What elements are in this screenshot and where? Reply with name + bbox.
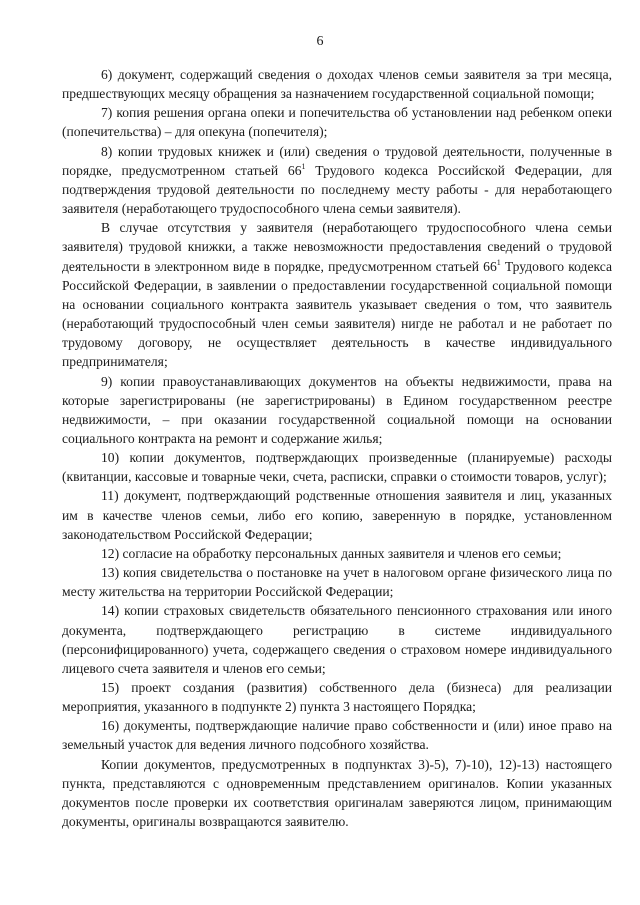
paragraph-item-8	[62, 142, 612, 219]
paragraph-no-work-book	[62, 218, 612, 371]
paragraph-item-15: 15) проект создания (развития) собственного дела (бизнеса) для реализации мероприятия, указанного в подпункте 2) пункта 3 настоящего Порядка;	[62, 680, 612, 715]
paragraph-item-8-text-after: Трудового кодекса Российской Федерации, для подтверждения трудовой деятельности по последнему месту работы - для неработающего заявителя (неработающего трудоспособного члена семьи заявителя).	[62, 162, 612, 217]
paragraph-item-12: 12) согласие на обработку персональных данных заявителя и членов его семьи;	[101, 545, 562, 561]
paragraph-item-9: 9) копии правоустанавливающих документов на объекты недвижимости, права на которые зарегистрированы (не зарегистрированы) в Едином государственном реестре недвижимости, – при оказании государственной социальной помощи на основании социального контракта на ремонт и содержание жилья;	[62, 373, 612, 446]
paragraph-item-8-text-before: 8) копии трудовых книжек и (или) сведения о трудовой деятельности, полученные в порядке, предусмотренном статьей 66	[62, 143, 612, 178]
paragraph-no-work-book-text-before: В случае отсутствия у заявителя (неработающего трудоспособного члена семьи заявителя) трудовой книжки, а также невозможности предоставления сведений о трудовой деятельности в электронном виде в порядке, предусмотренном статьей 66	[62, 220, 612, 274]
paragraph-item-13: 13) копия свидетельства о постановке на учет в налоговом органе физического лица по месту жительства на территории Российской Федерации;	[62, 565, 612, 600]
paragraph-item-6: 6) документ, содержащий сведения о доходах членов семьи заявителя за три месяца, предшествующих месяцу обращения за назначением государственной социальной помощи;	[62, 67, 612, 102]
document-body	[62, 65, 612, 831]
paragraph-item-11: 11) документ, подтверждающий родственные отношения заявителя и лиц, указанных им в качестве членов семьи, либо его копию, заверенную в порядке, установленном законодательством Российской Федерации;	[62, 488, 612, 542]
paragraph-item-10: 10) копии документов, подтверждающих произведенные (планируемые) расходы (квитанции, кассовые и товарные чеки, счета, расписки, справки о стоимости товаров, услуг);	[62, 450, 612, 485]
paragraph-item-7: 7) копия решения органа опеки и попечительства об установлении над ребенком опеки (попечительства) – для опекуна (попечителя);	[62, 105, 612, 140]
paragraph-item-16: 16) документы, подтверждающие наличие право собственности и (или) иное право на земельный участок для ведения личного подсобного хозяйства.	[62, 718, 612, 753]
article-superscript: 1	[301, 161, 306, 171]
article-superscript: 1	[496, 257, 501, 267]
paragraph-item-14: 14) копии страховых свидетельств обязательного пенсионного страхования или иного документа, подтверждающего регистрацию в системе индивидуального (персонифицированного) учета, содержащего сведения о страховом номере индивидуального лицевого счета заявителя и членов его семьи;	[62, 603, 612, 676]
page-number: 6	[316, 34, 324, 49]
paragraph-copies: Копии документов, предусмотренных в подпунктах 3)-5), 7)-10), 12)-13) настоящего пункта, представляются с одновременным представлением оригиналов. Копии указанных документов после проверки их соответствия оригиналам заверяются лицом, принимающим документы, оригиналы возвращаются заявителю.	[62, 756, 612, 830]
paragraph-no-work-book-text-after: Трудового кодекса Российской Федерации, в заявлении о предоставлении государственной социальной помощи на основании социального контракта заявитель указывает сведения о том, что заявитель (неработающий трудоспособный член семьи заявителя) нигде не работал и не работает по трудовому договору, не осуществляет деятельность в качестве индивидуального предпринимателя;	[62, 258, 613, 370]
